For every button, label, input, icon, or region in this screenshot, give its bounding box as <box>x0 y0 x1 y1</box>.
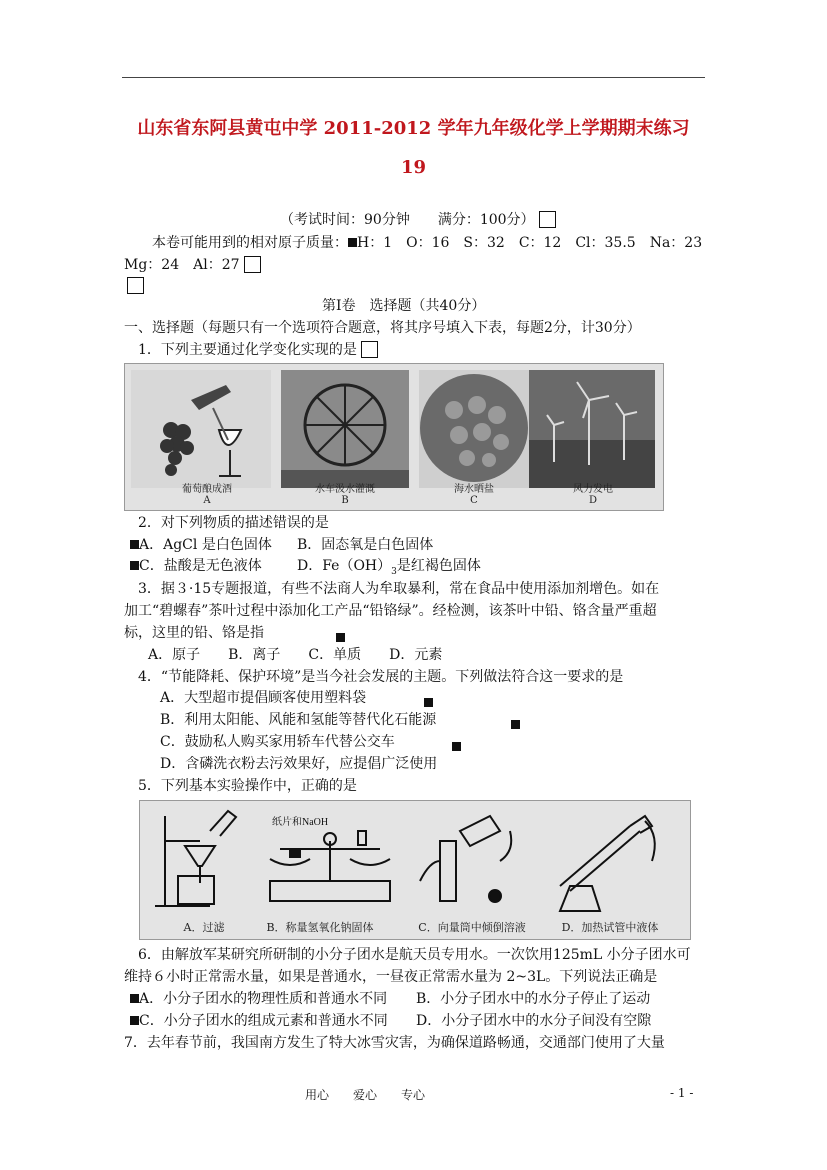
q3-line3-text: 标，这里的铅、铬是指 <box>124 625 264 641</box>
q1-caption-a: 葡萄酿成酒 <box>182 484 232 495</box>
q5-caption-d: D．加热试管中液体 <box>561 921 659 934</box>
q1-panel-d <box>529 370 655 488</box>
document-title: 山东省东阿县黄屯中学 2011-2012 学年九年级化学上学期期末练习 <box>137 118 690 139</box>
sea-salt-icon <box>419 370 529 488</box>
q6-option-c <box>130 1012 388 1030</box>
q6-option-b: B．小分子团水中的水分子停止了运动 <box>416 991 651 1007</box>
q2-option-b: B．固态氧是白色固体 <box>297 537 434 553</box>
square-mark-icon <box>130 540 139 549</box>
page-number: - 1 - <box>670 1086 694 1100</box>
atomic-mass-line2 <box>124 256 261 274</box>
q1-stem-text: 1．下列主要通过化学变化实现的是 <box>138 342 357 358</box>
q6-option-d: D．小分子团水中的水分子间没有空隙 <box>416 1013 652 1029</box>
q2-option-a <box>130 536 272 554</box>
q5-caption-a: A．过滤 <box>183 921 225 934</box>
q6-line1: 6．由解放军某研究所研制的小分子团水是航天员专用水。一次饮用125mL 小分子团水可 <box>138 947 691 963</box>
q3-line1: 3．据３·15专题报道，有些不法商人为牟取暴利，常在食品中使用添加剂增色。如在 <box>138 581 660 597</box>
q5-figure-label: 纸片和NaOH <box>272 817 329 828</box>
q5-caption-c: C．向量筒中倾倒溶液 <box>418 921 526 934</box>
q2-option-a-text: A．AgCl 是白色固体 <box>139 537 272 553</box>
q1-caption-b: 水车汲水灌溉 <box>315 484 375 495</box>
q1-figure <box>124 363 664 511</box>
q1-panel-c <box>419 370 529 488</box>
q1-caption-c: 海水晒盐 <box>454 484 494 495</box>
square-mark-icon <box>511 714 520 733</box>
q3-line2: 加工“碧螺春”茶叶过程中添加化工产品“铅铬绿”。经检测，该茶叶中铅、铬含量严重超 <box>124 603 657 619</box>
q6-option-a <box>130 990 387 1008</box>
document-title-number: 19 <box>400 157 427 178</box>
q6-option-c-text: C．小分子团水的组成元素和普通水不同 <box>139 1013 388 1029</box>
q3-options: A．原子 B．离子 C．单质 D．元素 <box>148 647 443 663</box>
empty-box <box>539 211 556 228</box>
waterwheel-icon <box>281 370 409 488</box>
exam-info-text: （考试时间：90分钟 满分：100分） <box>280 212 535 228</box>
q2-option-d-sub: 3 <box>391 566 397 577</box>
q4-option-c: C．鼓励私人购买家用轿车代替公交车 <box>160 734 395 750</box>
empty-box-standalone <box>127 275 144 294</box>
q1-panel-b <box>281 370 409 488</box>
q1-letter-b: B <box>341 495 349 506</box>
q1-letter-c: C <box>470 495 478 506</box>
q2-option-d-text: D．Fe（OH） <box>297 558 392 574</box>
wind-turbine-icon <box>529 370 655 488</box>
square-mark-icon <box>130 1016 139 1025</box>
atomic-mass-line1 <box>152 234 702 252</box>
q3-line3 <box>124 624 264 642</box>
empty-box <box>244 256 261 273</box>
header-rule <box>122 77 705 78</box>
q1-caption-d: 风力发电 <box>573 484 613 495</box>
square-mark-icon <box>452 736 461 755</box>
q4-option-a: A．大型超市提倡顾客使用塑料袋 <box>160 690 367 706</box>
q4-option-b: B．利用太阳能、风能和氢能等替代化石能源 <box>160 712 437 728</box>
q6-line2: 维持６小时正常需水量，如果是普通水，一昼夜正常需水量为 2~3L。下列说法正确是 <box>124 969 658 985</box>
square-mark-icon <box>424 692 433 711</box>
q2-option-d <box>297 557 481 581</box>
lab-apparatus-icon <box>140 801 690 913</box>
q2-option-c-text: C．盐酸是无色液体 <box>139 558 262 574</box>
atomic-mass-label: 本卷可能用到的相对原子质量： <box>152 235 348 251</box>
q1-letter-d: D <box>588 495 598 506</box>
q4-stem: 4．“节能降耗、保护环境”是当今社会发展的主题。下列做法符合这一要求的是 <box>138 669 624 685</box>
q5-caption-b: B．称量氢氧化钠固体 <box>266 921 374 934</box>
section-instruction: 一、选择题（每题只有一个选项符合题意，将其序号填入下表，每题2分，计30分） <box>124 320 641 336</box>
q6-option-a-text: A．小分子团水的物理性质和普通水不同 <box>139 991 388 1007</box>
square-mark-icon <box>130 561 139 570</box>
wine-grapes-icon <box>131 370 271 488</box>
atomic-mass-values: H：1 O：16 S：32 C：12 Cl：35.5 Na：23 <box>357 235 703 251</box>
q2-stem: 2．对下列物质的描述错误的是 <box>138 515 329 531</box>
footer-motto: 用心 爱心 专心 <box>305 1088 426 1102</box>
q2-option-c <box>130 557 262 575</box>
q5-figure <box>139 800 691 940</box>
q1-panel-a <box>131 370 271 488</box>
atomic-mass-values-2: Mg：24 Al：27 <box>124 257 240 273</box>
q2-option-d-tail: 是红褐色固体 <box>396 558 481 574</box>
q1-letter-a: A <box>203 495 211 506</box>
square-mark-icon <box>348 238 357 247</box>
square-mark-icon <box>130 994 139 1003</box>
q7-line1: 7．去年春节前，我国南方发生了特大冰雪灾害，为确保道路畅通，交通部门使用了大量 <box>124 1035 665 1051</box>
q1-stem <box>138 341 378 359</box>
square-mark-icon <box>336 627 345 646</box>
exam-info <box>280 211 556 229</box>
section-title: 第Ⅰ卷 选择题（共40分） <box>322 298 486 314</box>
empty-box <box>361 341 378 358</box>
q5-stem: 5．下列基本实验操作中，正确的是 <box>138 778 357 794</box>
q4-option-d: D．含磷洗衣粉去污效果好，应提倡广泛使用 <box>160 756 438 772</box>
